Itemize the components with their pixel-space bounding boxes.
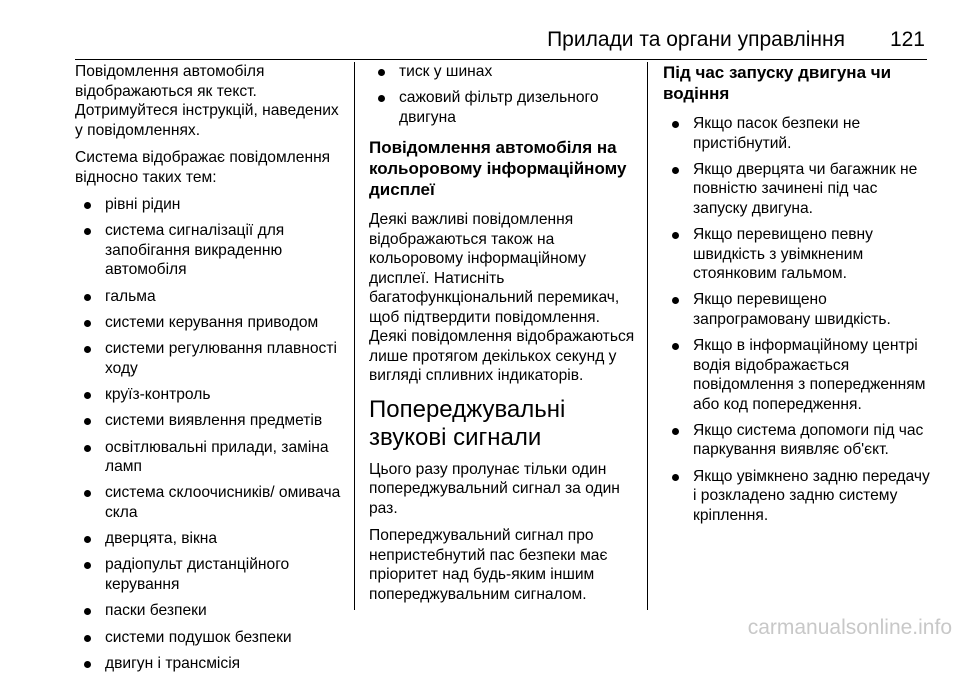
bullet-icon — [84, 445, 91, 452]
list-item: радіопульт дистанційного керування — [75, 555, 343, 594]
list-item: дверцята, вікна — [75, 529, 343, 549]
column-2 — [369, 62, 637, 612]
list-item: Якщо в інформаційному центрі водія відображається повідомлення з попередженням або код попередження. — [663, 336, 931, 414]
list-item: система сигналізації для запобігання викраденню автомобіля — [75, 221, 343, 280]
list-item: системи регулювання плавності ходу — [75, 339, 343, 378]
list-item: двигун і трансмісія — [75, 654, 343, 674]
column-1 — [75, 62, 343, 680]
list-item: тиск у шинах — [369, 62, 637, 82]
warning-list — [663, 114, 931, 525]
bullet-icon — [84, 202, 91, 209]
list-item: система склоочисників/ омивача скла — [75, 483, 343, 522]
watermark: carmanualsonline.info — [747, 616, 952, 639]
chime-paragraph-1: Цього разу пролунає тільки один попереджувальний сигнал за один раз. — [369, 460, 620, 517]
bullet-icon — [84, 346, 91, 353]
bullet-icon — [84, 562, 91, 569]
bullet-icon — [672, 474, 679, 481]
column-divider-2 — [647, 62, 648, 610]
bullet-icon — [84, 392, 91, 399]
page-title: Прилади та органи управління — [547, 28, 845, 51]
bullet-icon — [378, 95, 385, 102]
bullet-icon — [84, 661, 91, 668]
bullet-icon — [84, 536, 91, 543]
list-item: Якщо система допомоги під час паркування виявляє об'єкт. — [663, 421, 931, 460]
list-item: сажовий фільтр дизельного двигуна — [369, 88, 637, 127]
bullet-icon — [84, 418, 91, 425]
chime-paragraph-2: Попереджувальний сигнал про непристебнутий пас безпеки має пріоритет над будь-яким іншим попереджувальним сигналом. — [369, 527, 608, 603]
list-item: Якщо пасок безпеки не пристібнутий. — [663, 114, 931, 153]
list-item: системи подушок безпеки — [75, 628, 343, 648]
bullet-icon — [84, 294, 91, 301]
page-number: 121 — [889, 28, 925, 51]
header-divider — [75, 59, 927, 60]
bullet-icon — [672, 232, 679, 239]
topics-list — [75, 195, 343, 673]
list-item: Якщо перевищено запрограмовану швидкість. — [663, 290, 931, 329]
bullet-icon — [84, 635, 91, 642]
list-item: Якщо дверцята чи багажник не повністю зачинені під час запуску двигуна. — [663, 160, 931, 219]
bullet-icon — [84, 608, 91, 615]
display-paragraph: Деякі важливі повідомлення відображаються також на кольоровому інформаційному дисплеї. Натисніть багатофункціональний перемикач, щоб підтвердити повідомлення. Деякі повідомлення відображаються лише протягом декількох секунд у вигляді спливних індикаторів. — [369, 211, 635, 385]
section-heading: Під час запуску двигуна чи водіння — [663, 63, 892, 103]
bullet-icon — [672, 121, 679, 128]
bullet-icon — [84, 228, 91, 235]
list-item: системи керування приводом — [75, 313, 343, 333]
bullet-icon — [672, 343, 679, 350]
topics-list-continued — [369, 62, 637, 127]
bullet-icon — [378, 69, 385, 76]
list-item: освітлювальні прилади, заміна ламп — [75, 438, 343, 477]
bullet-icon — [84, 320, 91, 327]
list-item: гальма — [75, 287, 343, 307]
list-item: Якщо перевищено певну швидкість з увімкненим стоянковим гальмом. — [663, 225, 931, 284]
bullet-icon — [84, 490, 91, 497]
list-item: рівні рідин — [75, 195, 343, 215]
bullet-icon — [672, 167, 679, 174]
intro-paragraph: Повідомлення автомобіля відображаються як текст. Дотримуйтеся інструкцій, наведених у повідомленнях. — [75, 63, 339, 139]
list-item: Якщо увімкнено задню передачу і розкладено задню систему кріплення. — [663, 467, 931, 526]
list-item: паски безпеки — [75, 601, 343, 621]
section-title: Попереджувальні звукові сигнали — [369, 395, 566, 451]
column-divider-1 — [354, 62, 355, 610]
topics-intro: Система відображає повідомлення відносно таких тем: — [75, 149, 331, 186]
section-heading: Повідомлення автомобіля на кольоровому інформаційному дисплеї — [369, 138, 627, 200]
page-header — [0, 28, 925, 56]
bullet-icon — [672, 297, 679, 304]
bullet-icon — [672, 428, 679, 435]
list-item: системи виявлення предметів — [75, 411, 343, 431]
list-item: круїз-контроль — [75, 385, 343, 405]
column-3 — [663, 62, 931, 532]
